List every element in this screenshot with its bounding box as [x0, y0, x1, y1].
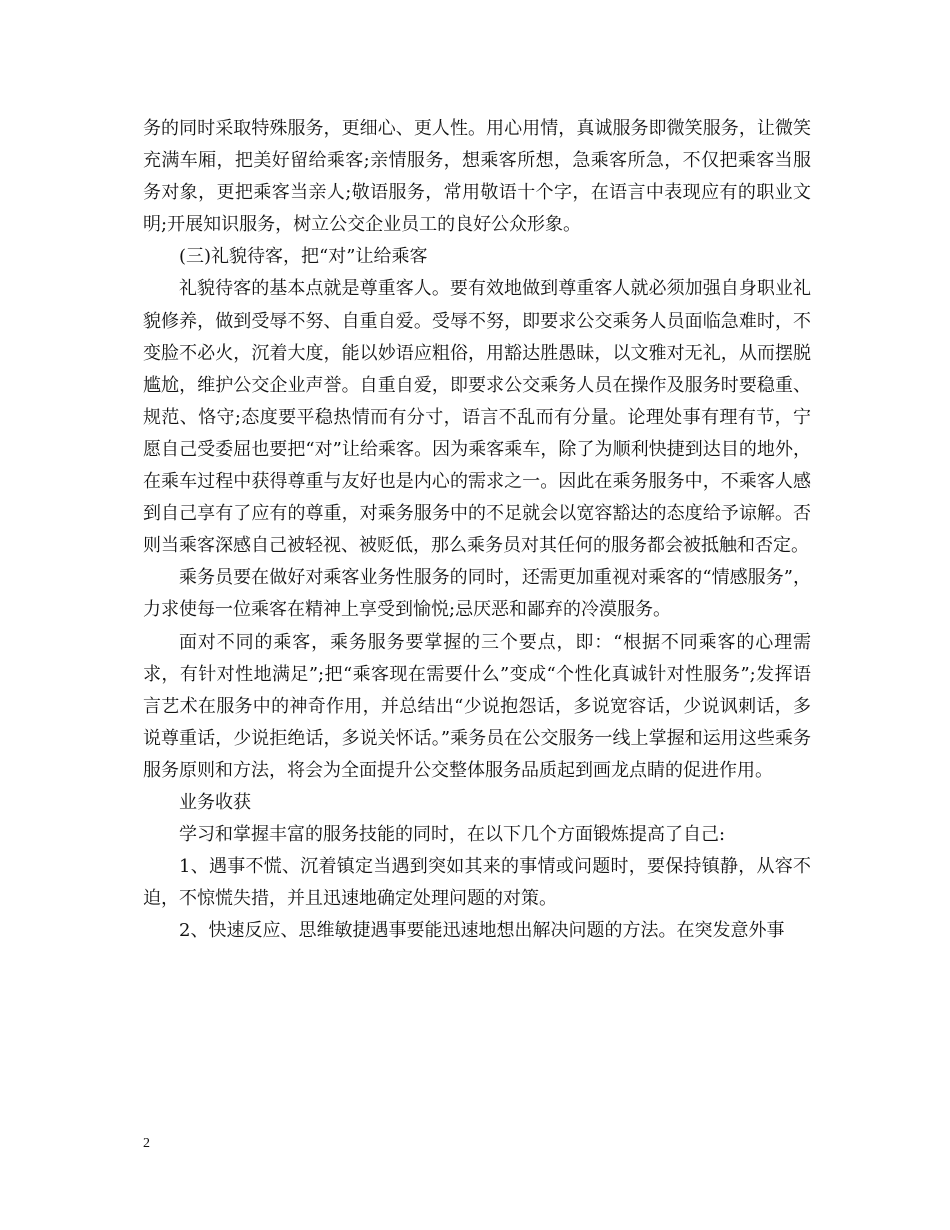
list-item: 1、遇事不慌、沉着镇定当遇到突如其来的事情或问题时，要保持镇静，从容不迫，不惊慌失措，并且迅速地确定处理问题的对策。 — [143, 856, 811, 910]
paragraph: 乘务员要在做好对乘客业务性服务的同时，还需更加重视对乘客的“情感服务”，力求使每一位乘客在精神上享受到愉悦;忌厌恶和鄙弃的冷漠服务。 — [143, 567, 811, 621]
paragraph: 面对不同的乘客，乘务服务要掌握的三个要点，即：“根据不同乘客的心理需求，有针对性地满足”;把“乘客现在需要什么”变成“个性化真诚针对性服务”;发挥语言艺术在服务中的神奇作用，并总结出“少说抱怨话，多说宽容话，少说讽刺话，多说尊重话，少说拒绝话，多说关怀话。”乘务员在公交服务一线上掌握和运用这些乘务服务原则和方法，将会为全面提升公交整体服务品质起到画龙点睛的促进作用。 — [143, 631, 811, 781]
section-heading-3: (三)礼貌待客，把“对”让给乘客 — [179, 246, 428, 268]
paragraph: 学习和掌握丰富的服务技能的同时，在以下几个方面锻炼提高了自己: — [179, 824, 726, 846]
page-number: 2 — [143, 1136, 150, 1151]
paragraph-continuation: 务的同时采取特殊服务，更细心、更人性。用心用情，真诚服务即微笑服务，让微笑充满车厢，把美好留给乘客;亲情服务，想乘客所想，急乘客所急，不仅把乘客当服务对象，更把乘客当亲人;敬语服务，常用敬语十个字，在语言中表现应有的职业文明;开展知识服务，树立公交企业员工的良好公众形象。 — [143, 118, 811, 236]
paragraph: 礼貌待客的基本点就是尊重客人。要有效地做到尊重客人就必须加强自身职业礼貌修养，做到受辱不努、自重自爱。受辱不努，即要求公交乘务人员面临急难时，不变脸不必火，沉着大度，能以妙语应粗俗，用豁达胜愚昧，以文雅对无礼，从而摆脱尴尬，维护公交企业声誉。自重自爱，即要求公交乘务人员在操作及服务时要稳重、规范、恪守;态度要平稳热情而有分寸，语言不乱而有分量。论理处事有理有节，宁愿自己受委屈也要把“对”让给乘客。因为乘客乘车，除了为顺利快捷到达目的地外，在乘车过程中获得尊重与友好也是内心的需求之一。因此在乘务服务中，不乘客人感到自己享有了应有的尊重，对乘务服务中的不足就会以宽容豁达的态度给予谅解。否则当乘客深感自己被轻视、被贬低，那么乘务员对其任何的服务都会被抵触和否定。 — [143, 278, 811, 557]
list-item: 2、快速反应、思维敏捷遇事要能迅速地想出解决问题的方法。在突发意外事 — [179, 920, 785, 942]
section-heading-business-gains: 业务收获 — [179, 791, 251, 813]
document-body — [143, 113, 811, 947]
